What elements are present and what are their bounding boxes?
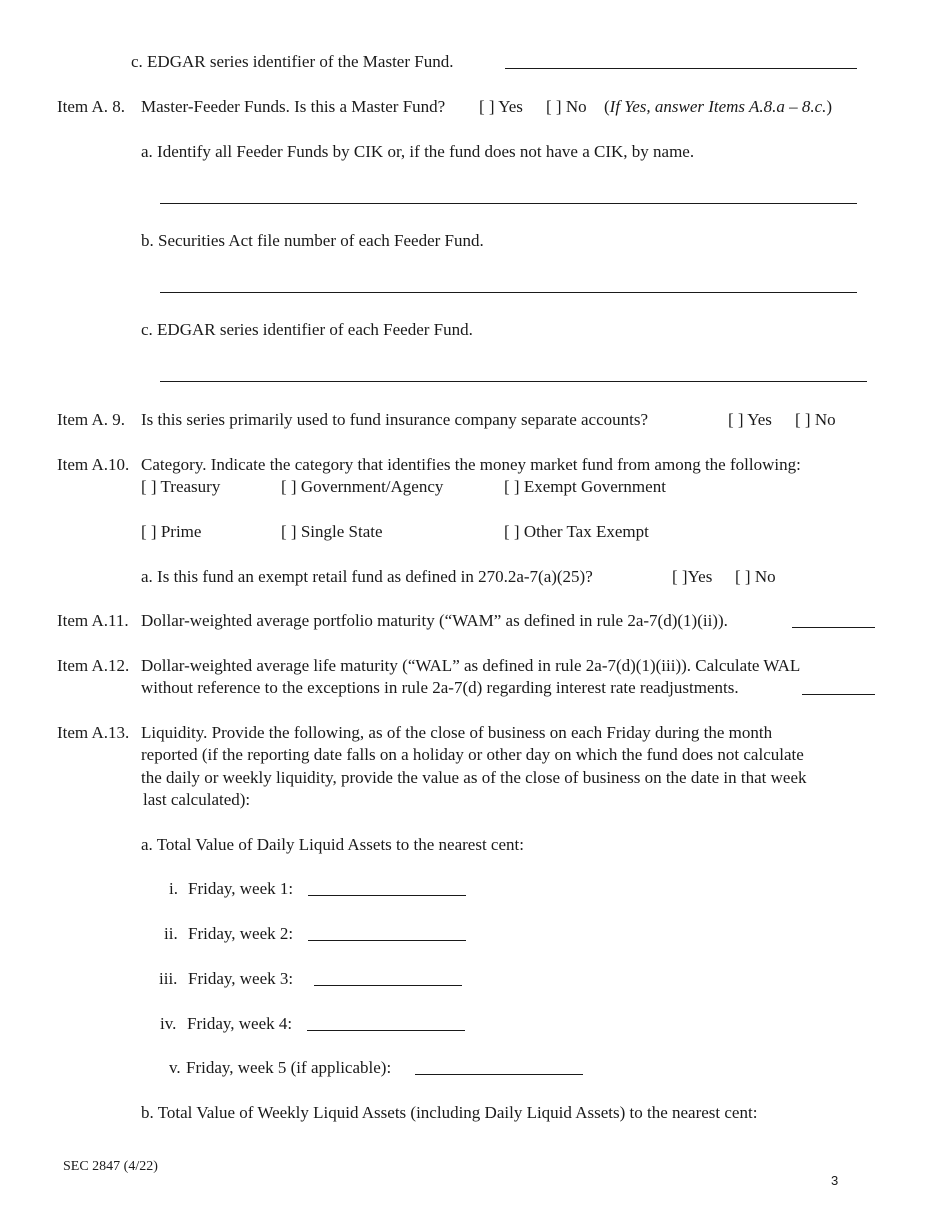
category-government-agency-checkbox[interactable]: [ ] Government/Agency — [281, 477, 444, 496]
category-treasury-checkbox[interactable]: [ ] Treasury — [141, 477, 221, 496]
week4-label: Friday, week 4: — [187, 1014, 293, 1033]
master-fund-series-label: c. EDGAR series identifier of the Master Fund. — [131, 52, 454, 71]
item-a9-question: Is this series primarily used to fund insurance company separate accounts? — [141, 410, 649, 429]
week4-input[interactable] — [307, 1030, 465, 1031]
form-number: SEC 2847 (4/22) — [63, 1159, 158, 1174]
item-a8c-input[interactable] — [160, 381, 867, 382]
item-a13-label: Item A.13. — [57, 723, 130, 742]
item-a9-no-checkbox[interactable]: [ ] No — [795, 410, 836, 429]
category-single-state-checkbox[interactable]: [ ] Single State — [281, 522, 383, 541]
wal-input[interactable] — [802, 694, 875, 695]
item-a10a-question: a. Is this fund an exempt retail fund as defined in 270.2a-7(a)(25)? — [141, 567, 593, 586]
item-a13a-label: a. Total Value of Daily Liquid Assets to the nearest cent: — [141, 835, 524, 854]
master-fund-series-input[interactable] — [505, 68, 857, 69]
item-a9-yes-checkbox[interactable]: [ ] Yes — [728, 410, 772, 429]
week1-label: Friday, week 1: — [188, 879, 294, 898]
item-a11-label: Item A.11. — [57, 611, 129, 630]
item-a13b-label: b. Total Value of Weekly Liquid Assets (including Daily Liquid Assets) to the nearest cent: — [141, 1103, 758, 1122]
week5-label: Friday, week 5 (if applicable): — [186, 1058, 392, 1077]
item-a8c-label: c. EDGAR series identifier of each Feeder Fund. — [141, 320, 473, 339]
item-a11-text: Dollar-weighted average portfolio maturity (“WAM” as defined in rule 2a-7(d)(1)(ii)). — [141, 611, 728, 630]
item-a13-text-line2: reported (if the reporting date falls on a holiday or other day on which the fund does not calculate — [141, 745, 804, 764]
week3-label: Friday, week 3: — [188, 969, 294, 988]
category-exempt-government-checkbox[interactable]: [ ] Exempt Government — [504, 477, 666, 496]
item-a12-text-line2: without reference to the exceptions in rule 2a-7(d) regarding interest rate readjustments. — [141, 678, 739, 697]
week3-input[interactable] — [314, 985, 462, 986]
item-a10-label: Item A.10. — [57, 455, 130, 474]
item-a8b-label: b. Securities Act file number of each Feeder Fund. — [141, 231, 484, 250]
week5-input[interactable] — [415, 1074, 583, 1075]
item-a8-note: (If Yes, answer Items A.8.a – 8.c.) — [604, 97, 833, 116]
week2-input[interactable] — [308, 940, 466, 941]
wam-input[interactable] — [792, 627, 875, 628]
week1-number: i. — [169, 879, 178, 898]
week5-number: v. — [169, 1058, 181, 1077]
item-a12-label: Item A.12. — [57, 656, 130, 675]
page-number: 3 — [831, 1173, 839, 1188]
item-a13-text-line1: Liquidity. Provide the following, as of the close of business on each Friday during the month — [141, 723, 773, 742]
item-a8a-label: a. Identify all Feeder Funds by CIK or, if the fund does not have a CIK, by name. — [141, 142, 695, 161]
item-a8a-input[interactable] — [160, 203, 857, 204]
category-other-tax-exempt-checkbox[interactable]: [ ] Other Tax Exempt — [504, 522, 649, 541]
item-a8-question: Master-Feeder Funds. Is this a Master Fund? — [141, 97, 446, 116]
item-a13-text-line3: the daily or weekly liquidity, provide the value as of the close of business on the date in that week — [141, 768, 807, 787]
item-a12-text-line1: Dollar-weighted average life maturity (“WAL” as defined in rule 2a-7(d)(1)(iii)). Calculate WAL — [141, 656, 801, 675]
item-a10a-yes-checkbox[interactable]: [ ]Yes — [672, 567, 713, 586]
item-a8-yes-checkbox[interactable]: [ ] Yes — [479, 97, 523, 116]
week2-label: Friday, week 2: — [188, 924, 294, 943]
item-a9-label: Item A. 9. — [57, 410, 125, 429]
item-a10a-no-checkbox[interactable]: [ ] No — [735, 567, 776, 586]
week1-input[interactable] — [308, 895, 466, 896]
week3-number: iii. — [159, 969, 178, 988]
category-prime-checkbox[interactable]: [ ] Prime — [141, 522, 202, 541]
week4-number: iv. — [160, 1014, 177, 1033]
week2-number: ii. — [164, 924, 178, 943]
item-a10-question: Category. Indicate the category that identifies the money market fund from among the following: — [141, 455, 801, 474]
item-a8-label: Item A. 8. — [57, 97, 125, 116]
item-a13-text-line4: last calculated): — [143, 790, 251, 809]
item-a8b-input[interactable] — [160, 292, 857, 293]
item-a8-no-checkbox[interactable]: [ ] No — [546, 97, 587, 116]
